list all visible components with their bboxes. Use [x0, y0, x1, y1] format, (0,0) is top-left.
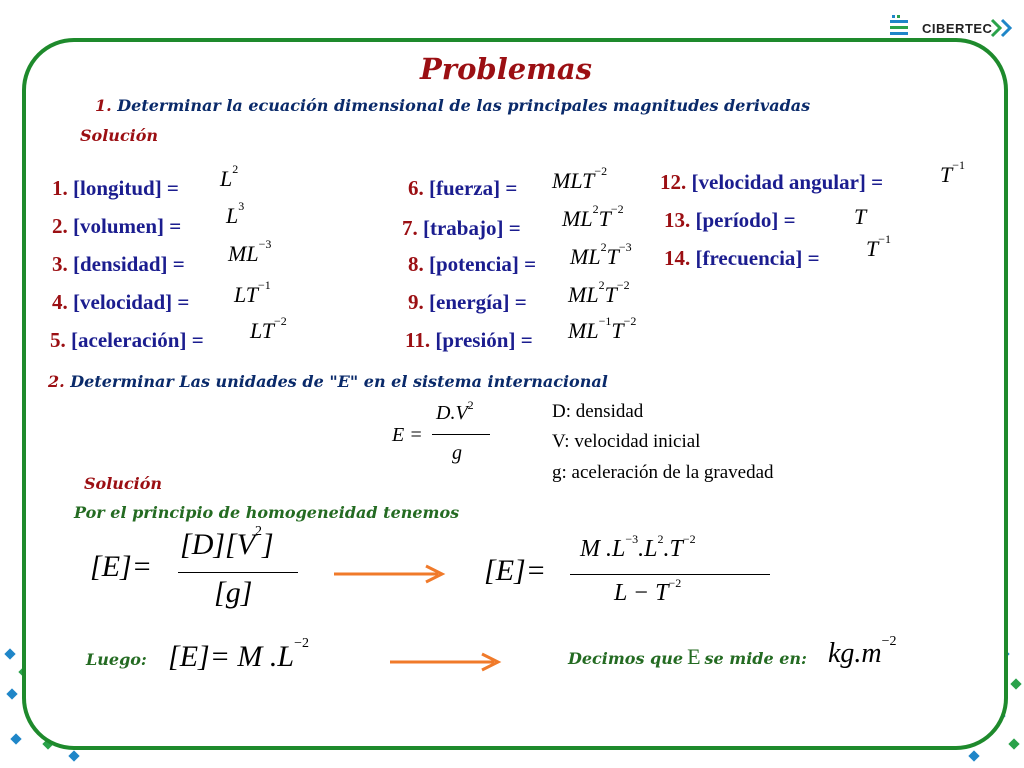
formula-densidad: $ML^{-3}$ [228, 237, 272, 266]
equation-E: E = $D.V^2$ g [392, 400, 502, 470]
step3-formula: [E]= M $.L^{-2}$ [168, 636, 310, 673]
item-longitud: 1. [longitud] = [52, 176, 179, 200]
problem1-solution-label: Solución [80, 126, 159, 145]
formula-volumen: $L^3$ [226, 199, 245, 228]
cibertec-logo [888, 12, 1018, 44]
item-velocidad-angular: 12. [velocidad angular] = [660, 170, 884, 194]
formula-trabajo: $ML^2T^{-2}$ [562, 202, 624, 231]
formula-periodo: T [854, 204, 867, 229]
conclusion-suffix: se mide en: [704, 649, 807, 668]
formula-frecuencia: $T^{-1}$ [866, 232, 892, 261]
arrow-1 [330, 564, 450, 584]
legend-gravedad: g: aceleración de la gravedad [552, 462, 774, 483]
formula-presion: $ML^{-1}T^{-2}$ [568, 314, 637, 343]
step2-formula: [E]= M $.L^{-3}.L^2.T^{-2}$ $L - T^{-2}$ [484, 534, 784, 614]
problem1-text: Determinar la ecuación dimensional de las principales magnitudes derivadas [117, 96, 811, 115]
chevrons-icon [990, 18, 1018, 38]
problem1-number: 1. [95, 96, 112, 115]
item-velocidad: 4. [velocidad] = [52, 290, 190, 314]
conclusion-E: E [687, 644, 701, 669]
legend-velocidad: V: velocidad inicial [552, 431, 701, 452]
item-volumen: 2. [volumen] = [52, 214, 182, 238]
item-densidad: 3. [densidad] = [52, 252, 185, 276]
problem2-statement [48, 372, 608, 391]
formula-energia: $ML^2T^{-2}$ [568, 278, 630, 307]
problem2-number: 2. [48, 372, 65, 391]
cibertec-logo-icon [888, 14, 918, 44]
problem1-statement [95, 96, 810, 115]
item-trabajo: 7. [trabajo] = [402, 216, 521, 240]
item-fuerza: 6. [fuerza] = [408, 176, 518, 200]
formula-longitud: $L^2$ [220, 162, 239, 191]
item-presion: 11. [presión] = [405, 328, 533, 352]
conclusion-prefix: Decimos que [568, 649, 684, 668]
problem2-solution-label: Solución [84, 474, 163, 493]
item-energia: 9. [energía] = [408, 290, 527, 314]
problem2-text: Determinar Las unidades de "E" en el sistema internacional [70, 372, 608, 391]
units-formula: $kg.m^{-2}$ [828, 634, 897, 669]
formula-potencia: $ML^2T^{-3}$ [570, 240, 632, 269]
step1-formula: [E]= $[D][V^2]$ [g] [90, 528, 320, 618]
formula-fuerza: $MLT^{-2}$ [552, 164, 608, 193]
luego-label: Luego: [86, 650, 147, 669]
conclusion-text [568, 644, 807, 670]
formula-aceleracion: $LT^{-2}$ [250, 314, 287, 343]
item-periodo: 13. [período] = [664, 208, 796, 232]
formula-velocidad-angular: $T^{-1}$ [940, 158, 966, 187]
logo-text: CIBERTEC [922, 21, 993, 36]
formula-velocidad: $LT^{-1}$ [234, 278, 271, 307]
item-frecuencia: 14. [frecuencia] = [664, 246, 820, 270]
legend-densidad: D: densidad [552, 401, 644, 422]
item-potencia: 8. [potencia] = [408, 252, 537, 276]
item-aceleracion: 5. [aceleración] = [50, 328, 204, 352]
arrow-2 [386, 652, 506, 672]
principle-text: Por el principio de homogeneidad tenemos [74, 503, 460, 522]
page-title: Problemas [420, 52, 592, 86]
